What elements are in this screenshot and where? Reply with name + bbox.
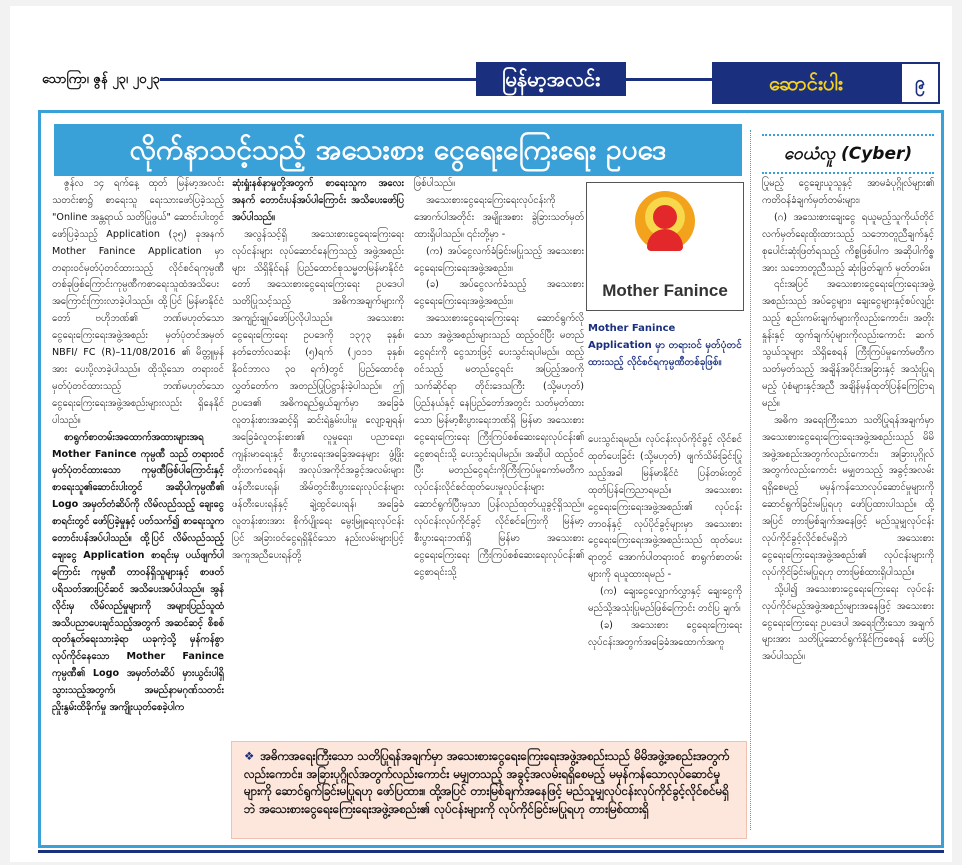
paragraph-bold: စာရွက်စာတမ်းအထောက်အထားများအရ Mother Fanince ကုမ္ပဏီ သည် တရားဝင်မှတ်ပုံတင်ထားသော ကုမ္ပဏီဖြစ်ပါကြောင်းနှင့် စာရေးသူ၏ဆောင်းပါးတွင် အဆိုပါကုမ္ပဏီ၏ Logo အမှတ်တံဆိပ်ကို လိမ်လည်သည့် ချေးငွေစာရင်းတွင် ဖော်ပြခဲ့မှုနှင့် ပတ်သက်၍ စာရေးသူက တောင်းပန်အပ်ပါသည်။ ထို့ပြင် လိမ်လည်သည့် ချေးငွေ Application စာရင်းမှ ပယ်ဖျက်ပါကြောင်း ကုမ္ပဏီ တာဝန်ရှိသူများနှင့် စာဖတ်ပရိသတ်အားပြင်ဆင် အသိပေးအပ်ပါသည်။ အွန်လိုင်းမှ လိမ်လည်မှုများကို အများပြည်သူထံ အသိပညာပေးချင်သည့်အတွက် အဆင်ဆင့် စိစစ်ထုတ်နုတ်ရေးသားခဲ့ရာ ယခုကဲ့သို့ မှန်ကန်စွာ လုပ်ကိုင်နေသော Mother Fanince ကုမ္ပဏီ၏ Logo အမှတ်တံဆိပ် မှားယွင်းပါရှိသွားသည့်အတွက်၊ အမည်နာမဂုဏ်သတင်း ညှိုးနွမ်းထိခိုက်မှု အကျိုးယုတ်စေခဲ့ပါက: [52, 431, 224, 714]
paragraph: အဓိက အရေးကြီးသော သတိပြုရန်အချက်မှာ အသေးစားငွေရေးကြေးရေးအဖွဲ့အစည်းသည် မိမိအဖွဲ့အစည်းအတွက်လည်းကောင်း၊ အခြားပုဂ္ဂိုလ်အတွက်လည်းကောင်း မမျှတသည့် အခွင့်အလမ်းရရှိစေမည့် မမှန်ကန်သောလုပ်ဆောင်မှုများကို ဆောင်ရွက်ခြင်းမပြုရဟု ဖော်ပြထားပါသည်။ ထို့အပြင် တားမြစ်ချက်အနေဖြင့် မည်သူမျှလုပ်ငန်းလုပ်ကိုင်ခွင့်လိုင်စင်မရှိဘဲ အသေးစားငွေရေးကြေးရေးအဖွဲ့အစည်း၏ လုပ်ငန်းများကို လုပ်ကိုင်ခြင်းမပြုရဟု တားမြစ်ထားရှိပါသည်။: [762, 414, 934, 578]
bottom-rule: [38, 850, 944, 853]
paragraph: ၎င်းအပြင် အသေးစားငွေရေးကြေးရေးအဖွဲ့အစည်းသည် အပ်ငွေများ၊ ချေးငွေများနှင့်စပ်လျဉ်းသည့် စည်းကမ်းချက်များကိုလည်းကောင်း၊ အတိုးနှုန်းနှင့် ထွက်ချက်ပုံများကိုလည်းကောင်း ဆက်သွယ်သူများ သိရှိစေရန် ကြီးကြပ်မှုကော်မတီက သတ်မှတ်သည့် အချိန်အပိုင်းအခြားနှင့် အသုံးပြုရမည့် ပုံစံများနှင့်အညီ အချိန်မှန်ထုတ်ပြန်ကြေငြာရမည်။: [762, 279, 934, 409]
paragraph: သို့ပါ၍ အသေးစားငွေရေးကြေးရေး လုပ်ငန်းလုပ်ကိုင်မည့်အဖွဲ့အစည်းများအနေဖြင့် အသေးစားငွေရေးကြေးရေး ဥပဒေပါ အရေးကြီးသော အချက်များအား သတိပြုဆောင်ရွက်နိုင်ကြစေရန် ဖော်ပြအပ်ပါသည်။: [762, 583, 934, 663]
list-item: (က) အပ်ငွေလက်ခံခြင်းမပြုသည့် အသေးစားငွေရေးကြေးရေးအဖွဲ့အစည်း။: [414, 245, 584, 274]
paragraph: ပြုမည့် ငွေချေးယူသူနှင့် အာမခံပုဂ္ဂိုလ်များ၏ ကတိဝန်ခံချက်မှတ်တမ်းများ၊: [762, 178, 934, 206]
logo-figure-head-icon: [653, 205, 677, 229]
paragraph: ဇွန်လ ၁၄ ရက်နေ့ ထုတ် မြန်မာ့အလင်း သတင်းစာ၌ စာရေးသူ ရေးသားဖော်ပြခဲ့သည့် "Online အန္တရာယ် သတိပြုဖွယ်" ဆောင်းပါးတွင် ဖော်ပြခဲ့သည့် Application (၃၅) ခုအနက် Mother Fanince Application မှာ တရားဝင်မှတ်ပုံတင်ထားသည့် လိုင်စင်ရကုမ္ပဏီတစ်ခုဖြစ်ကြောင်းကုမ္ပဏီကစာရေးသူထံအသိပေးအကြောင်းကြားလာခဲ့ပါသည်။ ထို့ပြင် မြန်မာနိုင်ငံတော် ဗဟိုဘဏ်၏ ဘဏ်မဟုတ်သော ငွေရေးကြေးရေးအဖွဲ့အစည်း မှတ်ပုံတင်အမှတ် NBFI/ FC (R)–11/08/2016 ၏ မိတ္တူမှန်အား ပေးပို့လာခဲ့ပါသည်။ ထိုသို့သော တရားဝင်မှတ်ပုံတင်ထားသည့် ဘဏ်မဟုတ်သော ငွေရေးကြေးရေးအဖွဲ့အစည်းများလည်း ရှိနေနိုင်ပါသည်။: [52, 178, 224, 426]
article-headline: လိုက်နာသင့်သည့် အသေးစား ငွေရေးကြေးရေး ဥပဒေ: [54, 124, 742, 176]
article-column-2: [232, 176, 404, 565]
masthead-rule-left: [160, 78, 476, 81]
section-label: ဆောင်းပါး: [712, 62, 900, 104]
paragraph: ပေးသွင်းရမည်။ လုပ်ငန်းလုပ်ကိုင်ခွင့် လိုင်စင်ထုတ်ပေးခြင်း (သို့မဟုတ်) ဖျက်သိမ်းခြင်းပြုသည့်အခါ မြန်မာနိုင်ငံ ပြန်တမ်းတွင် ထုတ်ပြန်ကြေညာရမည်။ အသေးစားငွေရေးကြေးရေးအဖွဲ့အစည်း၏ လုပ်ငန်းတာဝန်နှင့် လုပ်ပိုင်ခွင့်များမှာ အသေးစားငွေရေးကြေးရေးအဖွဲ့အစည်းသည် ထုတ်ပေးရာတွင် အောက်ပါတရားဝင် စာရွက်စာတမ်းများကို ရယူထားရမည် -: [588, 434, 742, 581]
paragraph-bold: ဆုံးရှုံးနစ်နာမှုတို့အတွက် စာရေးသူက အလေးအနက် တောင်းပန်အပ်ပါကြောင်း အသိပေးဖော်ပြအပ်ပါသည်။: [232, 178, 404, 223]
article-column-3: [414, 176, 584, 582]
issue-date: သောကြာ၊ ဇွန် ၂၃၊ ၂၀၂၃: [42, 72, 160, 87]
logo-wordmark: Mother Fanince: [602, 281, 728, 300]
masthead: [10, 6, 952, 110]
image-caption: Mother Fanince Application မှာ တရားဝင် မှတ်ပုံတင်ထားသည့် လိုင်စင်ရကုမ္ပဏီတစ်ခုဖြစ်။: [588, 323, 742, 368]
company-logo-image: [586, 182, 744, 311]
column-divider: [750, 130, 751, 830]
page-number: ၉: [900, 62, 940, 104]
pull-quote-box: [231, 741, 747, 839]
paragraph: ဖြစ်ပါသည်။: [414, 178, 456, 189]
paragraph: အသေးစားငွေရေးကြေးရေးလုပ်ငန်းကို အောက်ပါအတိုင်း အမျိုးအစား ခွဲခြားသတ်မှတ်ထားရှိပါသည်။ ၎င်းတို့မှာ -: [414, 194, 584, 240]
list-item: (ဂ) အသေးစားချေးငွေ ရယူမည့်သူကိုယ်တိုင် လက်မှတ်ရေးထိုးထားသည့် သဘောတူညီချက်နှင့် စုပေါင်းဆုံးဖြတ်ရသည့် ကိစ္စဖြစ်ပါက အဆိုပါကိစ္စအား သဘောတူညီသည့် ဆုံးဖြတ်ချက် မှတ်တမ်း။: [762, 211, 934, 274]
article-column-5: [762, 176, 934, 666]
diamond-bullet-icon: ❖: [244, 749, 255, 763]
article-column-1: [52, 176, 224, 717]
paragraph: အလွန်သင့်ရှိ အသေးစားငွေရေးကြေးရေးလုပ်ငန်းများ လုပ်ဆောင်နေကြသည့် အဖွဲ့အစည်းများ သိရှိနိုင်ရန် ပြည်ထောင်စုသမ္မတမြန်မာနိုင်ငံတော် အသေးစားငွေရေးကြေးရေး ဥပဒေပါ သတိပြုသင့်သည့် အဓိကအချက်များကို အကျဉ်းချုပ်ဖော်ပြလိုပါသည်။ အသေးစားငွေရေးကြေးရေး ဥပဒေကို ၁၃၇၃ ခုနှစ်၊ နတ်တော်လဆန်း (၅)ရက် (၂၀၁၁ ခုနှစ်၊ နိုဝင်ဘာလ ၃၀ ရက်)တွင် ပြည်ထောင်စုလွှတ်တော်က အတည်ပြုပြဋ္ဌာန်းခဲ့ပါသည်။ ဤဥပဒေ၏ အဓိကရည်ရွယ်ချက်မှာ အခြေခံလူတန်းစားအဆင့်ရှိ ဆင်းရဲနွမ်းပါးမှု လျော့ချရန်၊ အခြေခံလူတန်းစား၏ လူမှုရေး၊ ပညာရေး၊ ကျန်းမာရေးနှင့် စီးပွားရေးအခြေအနေများ ဖွံ့ဖြိုးတိုးတက်စေရန်၊ အလုပ်အကိုင်အခွင့်အလမ်းများ ဖန်တီးပေးရန်၊ အိမ်တွင်းစီးပွားရေးလုပ်ငန်းများ ဖန်တီးပေးရန်နှင့် ချဲ့ထွင်ပေးရန်၊ အခြေခံလူတန်းစားအား စိုက်ပျိုးရေး မွေးမြူရေးလုပ်ငန်းပြင် အခြားဝင်ငွေရရှိနိုင်သော နည်းလမ်းများပြင့် အကူအညီပေးရန်တို့: [232, 228, 404, 561]
list-item: (ခ) အသေးစား ငွေရေးကြေးရေး လုပ်ငန်းအတွက်အခြေခံအထောက်အကူ: [588, 619, 742, 648]
paragraph: အသေးစားငွေရေးကြေးရေး ဆောင်ရွက်လိုသော အဖွဲ့အစည်းများသည် ထည့်ဝင်ပြီး မတည်ငွေရင်းကို ငွေသားဖြင့် ပေးသွင်းရပါမည်။ ထည့်ဝင်သည့် မတည်ငွေရင်း အပြည့်အဝကို သက်ဆိုင်ရာ တိုင်းဒေသကြီး (သို့မဟုတ်) ပြည်နယ်နှင့် နေပြည်တော်အတွင်း သတ်မှတ်ထားသော မြန်မာ့စီးပွားရေးဘဏ်ရှိ မြန်မာ အသေးစားငွေရေးကြေးရေး ကြီးကြပ်စစ်ဆေးရေးလုပ်ငန်း၏ ငွေစာရင်းသို့ ပေးသွင်းရပါမည်။ အဆိုပါ ထည့်ဝင်ပြီး မတည်ငွေရင်းကိုကြီးကြပ်မှုကော်မတီက လုပ်ငန်းလိုင်စင်ထုတ်ပေးမှုလုပ်ငန်းများ ဆောင်ရွက်ပြီးမှသာ ပြန်လည်ထုတ်ယူခွင့်ရှိသည်။ လုပ်ငန်းလုပ်ကိုင်ခွင့် လိုင်စင်ကြေးကို မြန်မာ့စီးပွားရေးဘဏ်ရှိ မြန်မာ အသေးစားငွေရေးကြေးရေး ကြီးကြပ်စစ်ဆေးရေးလုပ်ငန်း၏ ငွေစာရင်းသို့: [414, 313, 584, 578]
pull-quote-text: အဓိကအရေးကြီးသော သတိပြုရန်အချက်မှာ အသေးစားငွေရေးကြေးရေးအဖွဲ့အစည်းသည် မိမိအဖွဲ့အစည်းအတွက်လည်းကောင်း၊ အခြားပုဂ္ဂိုလ်အတွက်လည်းကောင်း မမျှတသည့် အခွင့်အလမ်းရရှိစေမည့် မမှန်ကန်သောလုပ်ဆောင်မှုများကို ဆောင်ရွက်ခြင်းမပြုရဟု ဖော်ပြထား။ ထို့အပြင် တားမြစ်ချက်အနေဖြင့် မည်သူမျှလုပ်ငန်းလုပ်ကိုင်ခွင့်လိုင်စင်မရှိဘဲ အသေးစားငွေရေးကြေးရေးအဖွဲ့အစည်း၏ လုပ်ငန်းများကို လုပ်ကိုင်ခြင်းမပြုရဟု တားမြစ်ထားရှိ: [244, 749, 730, 816]
author-byline: ဝေယံလူ (Cyber): [762, 134, 934, 174]
list-item: (က) ချေးငွေလျှောက်လွှာနှင့် ချေးငွေကို မည်သို့အသုံးပြုမည်ဖြစ်ကြောင်း တင်ပြ ချက်၊: [588, 586, 742, 615]
article-column-4: [588, 432, 742, 652]
masthead-rule-right: [626, 78, 712, 81]
publication-name: မြန်မာ့အလင်း: [476, 62, 626, 96]
list-item: (ခ) အပ်ငွေလက်ခံသည့် အသေးစားငွေရေးကြေးရေးအဖွဲ့အစည်း။: [414, 279, 584, 308]
